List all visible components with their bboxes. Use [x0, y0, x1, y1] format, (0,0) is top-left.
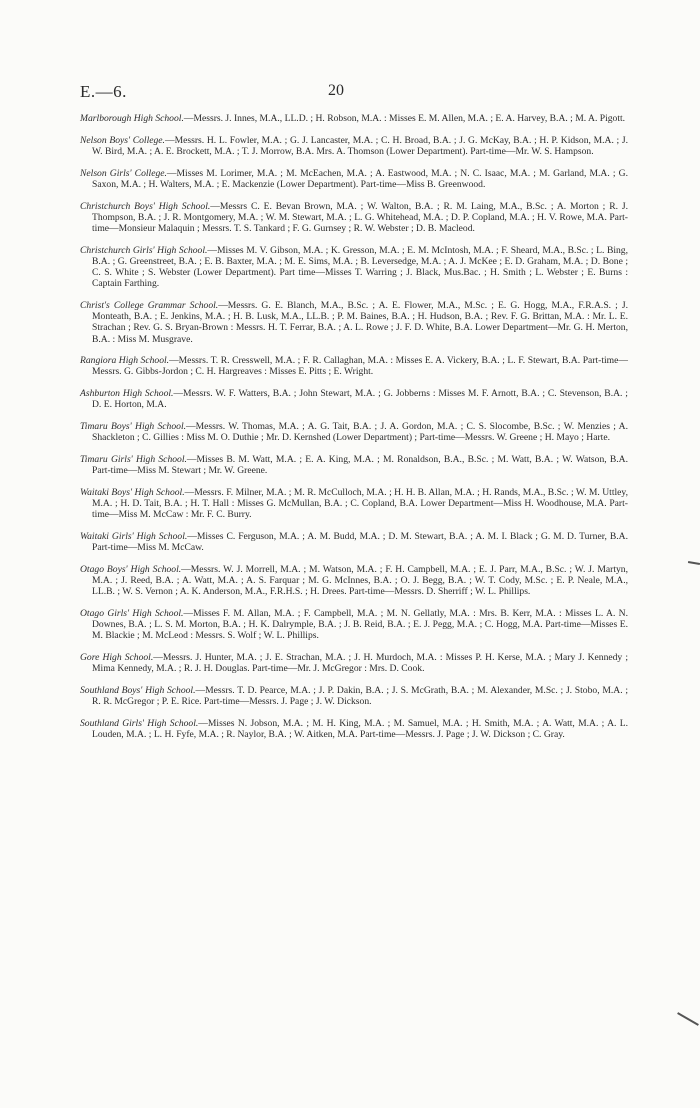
staff-names: —Misses M. Lorimer, M.A. ; M. McEachen, M.A. ; A. Eastwood, M.A. ; N. C. Isaac, M.A. ; M. Garland, M.A. ; G. Saxon, M.A. ; H. Walters, M.A. ; E. Mackenzie (Lower Department). Part-time—Miss B. Greenwood.	[92, 167, 628, 190]
staff-names: —Messrs. T. D. Pearce, M.A. ; J. P. Dakin, B.A. ; J. S. McGrath, B.A. ; M. Alexander, M.Sc. ; J. Stobo, M.A. ; R. R. McGregor ; P. E. Rice. Part-time—Messrs. J. Page ; J. W. Dickson.	[92, 685, 628, 708]
staff-names: —Misses M. V. Gibson, M.A. ; K. Gresson, M.A. ; E. M. McIntosh, M.A. ; F. Sheard, M.A., B.Sc. ; L. Bing, B.A. ; G. Greenstreet, B.A. ; E. B. Baxter, M.A. ; M. E. Sims, M.A. ; B. Leversedge, M.A. ; A. J. McKee ; E. D. Graham, M.A. ; D. Bone ; C. S. White ; S. Webster (Lower Department). Part time—Misses T. Warring ; J. Black, Mus.Bac. ; H. Smith ; L. Webster ; E. Burns : Captain Farthing.	[92, 244, 628, 290]
school-name: Nelson Boys' College.	[80, 134, 165, 146]
list-item	[80, 454, 628, 476]
list-item	[80, 135, 628, 157]
staff-names: —Misses C. Ferguson, M.A. ; A. M. Budd, M.A. ; D. M. Stewart, B.A. ; A. M. I. Black ; G. M. D. Turner, B.A. Part-time—Miss M. McCaw.	[92, 530, 628, 554]
staff-list	[80, 113, 628, 751]
list-item	[80, 201, 628, 235]
staff-names: —Messrs. T. R. Cresswell, M.A. ; F. R. Callaghan, M.A. : Misses E. A. Vickery, B.A. ; L. F. Stewart, B.A. Part-time—Messrs. G. Gibbs-Jordon ; C. H. Hargreaves : Misses E. Pitts ; E. Wright.	[92, 355, 628, 378]
page-number: 20	[328, 82, 344, 99]
staff-names: —Messrs. W. F. Watters, B.A. ; John Stewart, M.A. ; G. Jobberns : Misses M. F. Arnott, B.A. ; C. Stevenson, B.A. ; D. E. Horton, M.A.	[92, 388, 628, 411]
school-name: Rangiora High School.	[80, 355, 170, 367]
list-item	[80, 300, 628, 345]
list-item	[80, 531, 628, 553]
school-name: Southland Girls' High School.	[80, 717, 199, 729]
school-name: Southland Boys' High School.	[80, 685, 196, 697]
school-name: Christ's College Grammar School.	[80, 299, 219, 311]
staff-names: —Messrs. H. L. Fowler, M.A. ; G. J. Lancaster, M.A. ; C. H. Broad, B.A. ; J. G. McKay, B.A. ; H. P. Kidson, M.A. ; J. W. Bird, M.A. ; A. E. Brockett, M.A. ; T. J. Morrow, B.A. Mrs. A. Thomson (Lower Department). Part-time—Mr. W. S. Hampson.	[92, 134, 628, 157]
margin-mark	[677, 1012, 699, 1026]
list-item	[80, 388, 628, 410]
staff-names: —Misses N. Jobson, M.A. ; M. H. King, M.A. ; M. Samuel, M.A. ; H. Smith, M.A. ; A. Watt, M.A. ; A. L. Louden, M.A. ; L. H. Fyfe, M.A. ; R. Naylor, B.A. ; W. Aitken, M.A. Part-time—Messrs. J. Page ; J. W. Dickson ; C. Gray.	[92, 717, 628, 741]
school-name: Nelson Girls' College.	[80, 167, 167, 179]
list-item	[80, 652, 628, 674]
staff-names: —Messrs. J. Hunter, M.A. ; J. E. Strachan, M.A. ; J. H. Murdoch, M.A. : Misses P. H. Kerse, M.A. ; Mary J. Kennedy ; Mima Kennedy, M.A. ; R. J. H. Douglas. Part-time—Mr. J. McGregor : Mrs. D. Cook.	[92, 652, 628, 675]
list-item	[80, 355, 628, 377]
staff-names: —Messrs. G. E. Blanch, M.A., B.Sc. ; A. E. Flower, M.A., M.Sc. ; E. G. Hogg, M.A., F.R.A.S. ; J. Monteath, B.A. ; E. Jenkins, M.A. ; H. B. Lusk, M.A., LL.B. ; P. M. Baines, B.A. ; H. Hudson, B.A. ; Rev. F. G. Brittan, M.A. : Mr. L. E. Strachan ; Rev. G. S. Bryan-Brown : Messrs. H. T. Ferrar, B.A. ; A. L. Rowe ; J. F. D. White, B.A. Lower Department—Mr. G. H. Merton, B.A. : Miss M. Musgrave.	[92, 299, 628, 345]
list-item	[80, 487, 628, 521]
school-name: Waitaki Boys' High School.	[80, 486, 185, 498]
school-name: Christchurch Boys' High School.	[80, 200, 211, 212]
list-item	[80, 608, 628, 642]
page-header	[80, 82, 640, 102]
school-name: Timaru Boys' High School.	[80, 421, 187, 433]
list-item	[80, 168, 628, 190]
school-name: Waitaki Girls' High School.	[80, 530, 188, 542]
list-item	[80, 113, 628, 124]
list-item	[80, 564, 628, 598]
report-reference: E.—6.	[80, 82, 127, 101]
staff-names: —Messrs. W. J. Morrell, M.A. ; M. Watson, M.A. ; F. H. Campbell, M.A. ; E. J. Parr, M.A., B.Sc. ; W. J. Martyn, M.A. ; J. Reed, B.A. ; A. Watt, M.A. ; A. S. Farquar ; M. G. McInnes, B.A. ; O. J. Begg, B.A. ; W. T. Cody, M.Sc. ; E. P. Neale, M.A., LL.B. ; W. S. Vernon ; A. K. Anderson, M.A., F.R.H.S. ; H. Drees. Part-time—Messrs. D. Sherriff ; W. L. Phillips.	[92, 563, 628, 598]
staff-names: —Messrs. F. Milner, M.A. ; M. R. McCulloch, M.A. ; H. H. B. Allan, M.A. ; H. Rands, M.A., B.Sc. ; W. M. Uttley, M.A. ; H. D. Tait, B.A. ; H. T. Hall : Misses G. McMullan, B.A. ; C. Copland, B.A. Lower Department—Miss H. Woodhouse, M.A. Part-time—Miss M. McCaw : Mr. F. C. Burry.	[92, 486, 628, 521]
margin-mark	[688, 561, 700, 565]
staff-names: —Messrs. W. Thomas, M.A. ; A. G. Tait, B.A. ; J. A. Gordon, M.A. ; C. S. Slocombe, B.Sc. ; W. Menzies ; A. Shackleton ; C. Gillies : Miss M. O. Duthie ; Mr. D. Kernshed (Lower Department) ; Part-time—Messrs. W. Greene ; H. Mayo ; Harte.	[92, 421, 628, 444]
school-name: Gore High School.	[80, 652, 154, 664]
staff-names: —Messrs. J. Innes, M.A., LL.D. ; H. Robson, M.A. : Misses E. M. Allen, M.A. ; E. A. Harvey, B.A. ; M. A. Pigott.	[183, 113, 626, 124]
school-name: Timaru Girls' High School.	[80, 453, 187, 465]
list-item	[80, 421, 628, 443]
list-item	[80, 685, 628, 707]
school-name: Otago Boys' High School.	[80, 563, 182, 575]
school-name: Christchurch Girls' High School.	[80, 244, 208, 256]
school-name: Ashburton High School.	[80, 388, 174, 400]
staff-names: —Misses B. M. Watt, M.A. ; E. A. King, M.A. ; M. Ronaldson, B.A., B.Sc. ; M. Watt, B.A. ; W. Watson, B.A. Part-time—Miss M. Stewart ; Mr. W. Greene.	[92, 453, 628, 477]
list-item	[80, 245, 628, 290]
staff-names: —Messrs C. E. Bevan Brown, M.A. ; W. Walton, B.A. ; R. M. Laing, M.A., B.Sc. ; A. Morton ; R. J. Thompson, B.A. ; J. R. Montgomery, M.A. ; W. M. Stewart, M.A. ; L. G. Whitehead, M.A. ; D. P. Copland, M.A. ; H. V. Rowe, M.A. Part-time—Monsieur Malaquin ; Messrs. T. S. Tankard ; F. G. Gurnsey ; R. W. Webster ; D. B. Macleod.	[92, 200, 629, 234]
school-name: Marlborough High School.	[80, 113, 184, 124]
staff-names: —Misses F. M. Allan, M.A. ; F. Campbell, M.A. ; M. N. Gellatly, M.A. : Mrs. B. Kerr, M.A. : Misses L. A. N. Downes, B.A. ; L. S. M. Morton, B.A. ; H. K. Dalrymple, B.A. ; J. B. Reid, B.A. ; E. J. Pegg, M.A. ; C. Hogg, M.A. Part-time—Misses E. M. Blackie ; M. McLeod : Messrs. S. Wolf ; W. L. Phillips.	[92, 608, 629, 642]
list-item	[80, 718, 628, 740]
school-name: Otago Girls' High School.	[80, 608, 184, 619]
